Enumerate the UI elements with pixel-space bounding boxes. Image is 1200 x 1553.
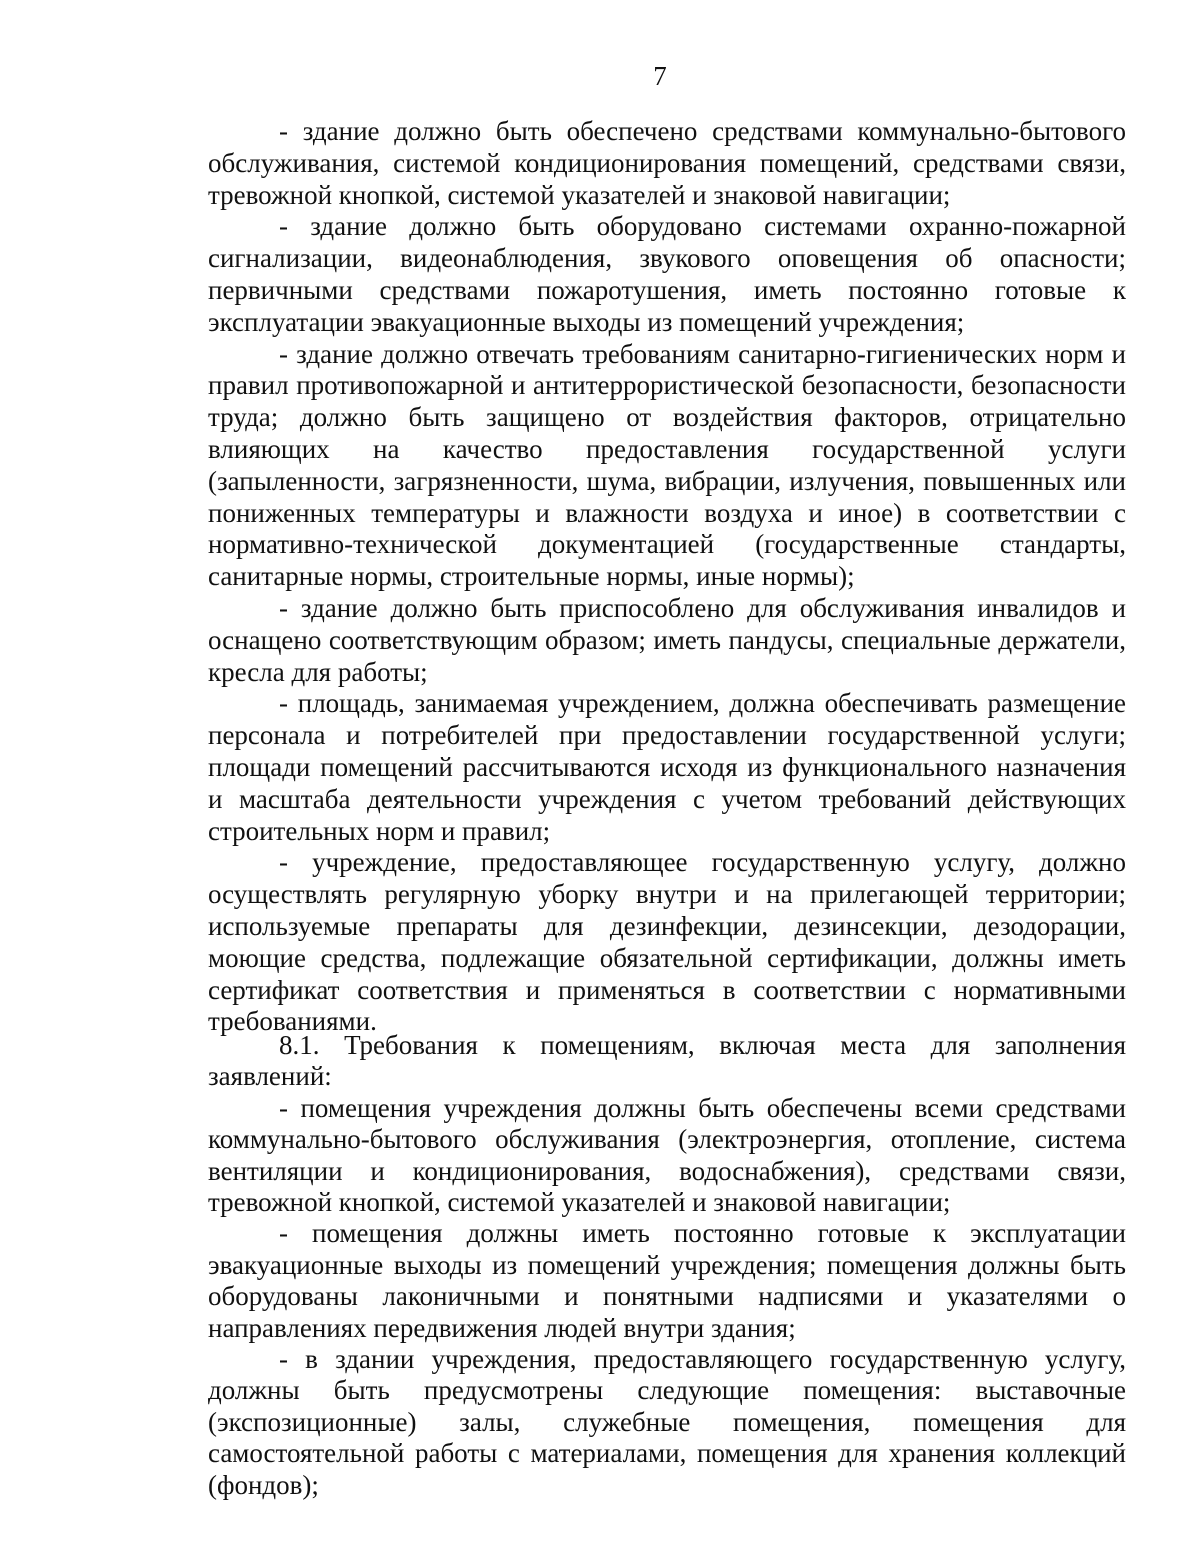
- document-body-section-8-1: [208, 1030, 1126, 1501]
- paragraph-accessibility: - здание должно быть приспособлено для обслуживания инвалидов и оснащено соответствующим образом; иметь пандусы, специальные держатели, кресла для работы;: [208, 592, 1126, 687]
- page-number: 7: [653, 61, 667, 91]
- paragraph-floor-area: - площадь, занимаемая учреждением, должна обеспечивать размещение персонала и потребителей при предоставлении государственной услуги; площади помещений рассчитываются исходя из функционального назначения и масштаба деятельности учреждения с учетом требований действующих строительных норм и правил;: [208, 688, 1126, 846]
- paragraph-required-rooms: - в здании учреждения, предоставляющего государственную услугу, должны быть предусмотрены следующие помещения: выставочные (экспозиционные) залы, служебные помещения, помещения для самостоятельной работы с материалами, помещения для хранения коллекций (фондов);: [208, 1344, 1126, 1500]
- section-heading-8-1: 8.1. Требования к помещениям, включая места для заполнения заявлений:: [208, 1030, 1126, 1092]
- paragraph-cleaning: - учреждение, предоставляющее государственную услугу, должно осуществлять регулярную уборку внутри и на прилегающей территории; используемые препараты для дезинфекции, дезинсекции, дезодорации, моющие средства, подлежащие обязательной сертификации, должны иметь сертификат соответствия и применяться в соответствии с нормативными требованиями.: [208, 847, 1126, 1037]
- paragraph-room-amenities: - помещения учреждения должны быть обеспечены всеми средствами коммунально-бытового обслуживания (электроэнергия, отопление, система вентиляции и кондиционирования, водоснабжения), средствами связи, тревожной кнопкой, системой указателей и знаковой навигации;: [208, 1092, 1126, 1218]
- paragraph-sanitary-requirements: - здание должно отвечать требованиям санитарно-гигиенических норм и правил противопожарной и антитеррористической безопасности, безопасности труда; должно быть защищено от воздействия факторов, отрицательно влияющих на качество предоставления государственной услуги (запыленности, загрязненности, шума, вибрации, излучения, повышенных или пониженных температуры и влажности воздуха и иное) в соответствии с нормативно-технической документацией (государственные стандарты, санитарные нормы, строительные нормы, иные нормы);: [208, 338, 1126, 592]
- paragraph-fire-safety-systems: - здание должно быть оборудовано системами охранно-пожарной сигнализации, видеонаблюдения, звукового оповещения об опасности; первичными средствами пожаротушения, иметь постоянно готовые к эксплуатации эвакуационные выходы из помещений учреждения;: [208, 211, 1126, 337]
- paragraph-building-amenities: - здание должно быть обеспечено средствами коммунально-бытового обслуживания, системой кондиционирования помещений, средствами связи, тревожной кнопкой, системой указателей и знаковой навигации;: [208, 116, 1126, 210]
- paragraph-evacuation-exits: - помещения должны иметь постоянно готовые к эксплуатации эвакуационные выходы из помещений учреждения; помещения должны быть оборудованы лаконичными и понятными надписями и указателями о направлениях передвижения людей внутри здания;: [208, 1218, 1126, 1343]
- document-body: [208, 116, 1126, 1038]
